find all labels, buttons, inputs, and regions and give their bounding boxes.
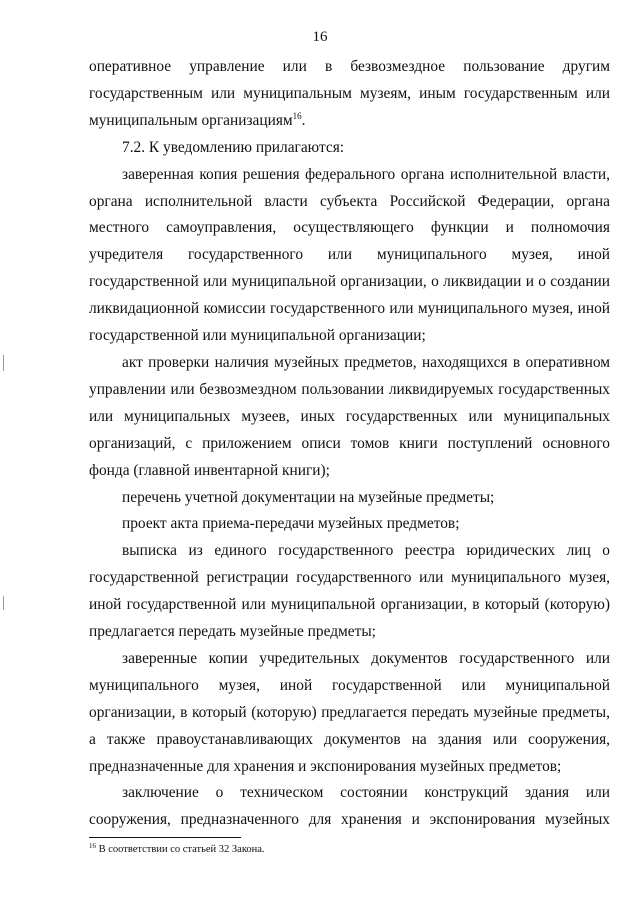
paragraph-text: оперативное управление или в безвозмездное пользование другим государственным или муниципальным музеям, иным государственным или муниципальным организациям xyxy=(89,58,610,129)
paragraph-tail: . xyxy=(301,111,306,129)
footnote-text: В соответствии со статьей 32 Закона. xyxy=(96,844,265,855)
scan-edge-mark xyxy=(3,596,4,610)
list-item-inspection-act: акт проверки наличия музейных предметов, находящихся в оперативном управлении или безвозмездном пользовании ликвидируемых государственных или муниципальных музеев, иных государственных или муниципальных организаций, с приложением описи томов книги поступлений основного фонда (главной инвентарной книги); xyxy=(89,353,610,479)
list-item-decision-copy: заверенная копия решения федерального органа исполнительной власти, органа исполнительной власти субъекта Российской Федерации, органа местного самоуправления, осуществляющего функции и полномочия учредителя государственного или муниципального музея, иной государственной или муниципальной организации, о ликвидации и о создании ликвидационной комиссии государственного или муниципального музея, иной государственной или муниципальной организации; xyxy=(89,165,610,345)
page-number: 16 xyxy=(312,29,328,45)
paragraph-continuation xyxy=(89,54,610,135)
list-item-accounting-docs: перечень учетной документации на музейные предметы; xyxy=(122,488,495,506)
list-item-registry-extract: выписка из единого государственного реестра юридических лиц о государственной регистрации государственного или муниципального музея, иной государственной или муниципальной организации, в который (которую) предлагается передать музейные предметы; xyxy=(89,542,610,641)
list-item-founding-docs: заверенные копии учредительных документов государственного или муниципального музея, иной государственной или муниципальной организации, в который (которую) предлагается передать музейные предметы, а также правоустанавливающих документов на здания или сооружения, предназначенные для хранения и экспонирования музейных предметов; xyxy=(89,649,610,775)
footnote-marker: 16 xyxy=(89,842,96,850)
list-item-transfer-act: проект акта приема-передачи музейных предметов; xyxy=(122,515,460,533)
scan-edge-mark xyxy=(3,355,4,371)
list-item-technical-conclusion: заключение о техническом состоянии конструкций здания или сооружения, предназначенного для хранения и экспонирования музейных xyxy=(89,784,610,829)
document-body xyxy=(89,54,610,834)
footnote xyxy=(89,843,610,856)
footnote-separator xyxy=(89,837,241,838)
section-heading-7-2: 7.2. К уведомлению прилагаются: xyxy=(122,138,345,156)
footnote-reference: 16 xyxy=(292,110,302,121)
